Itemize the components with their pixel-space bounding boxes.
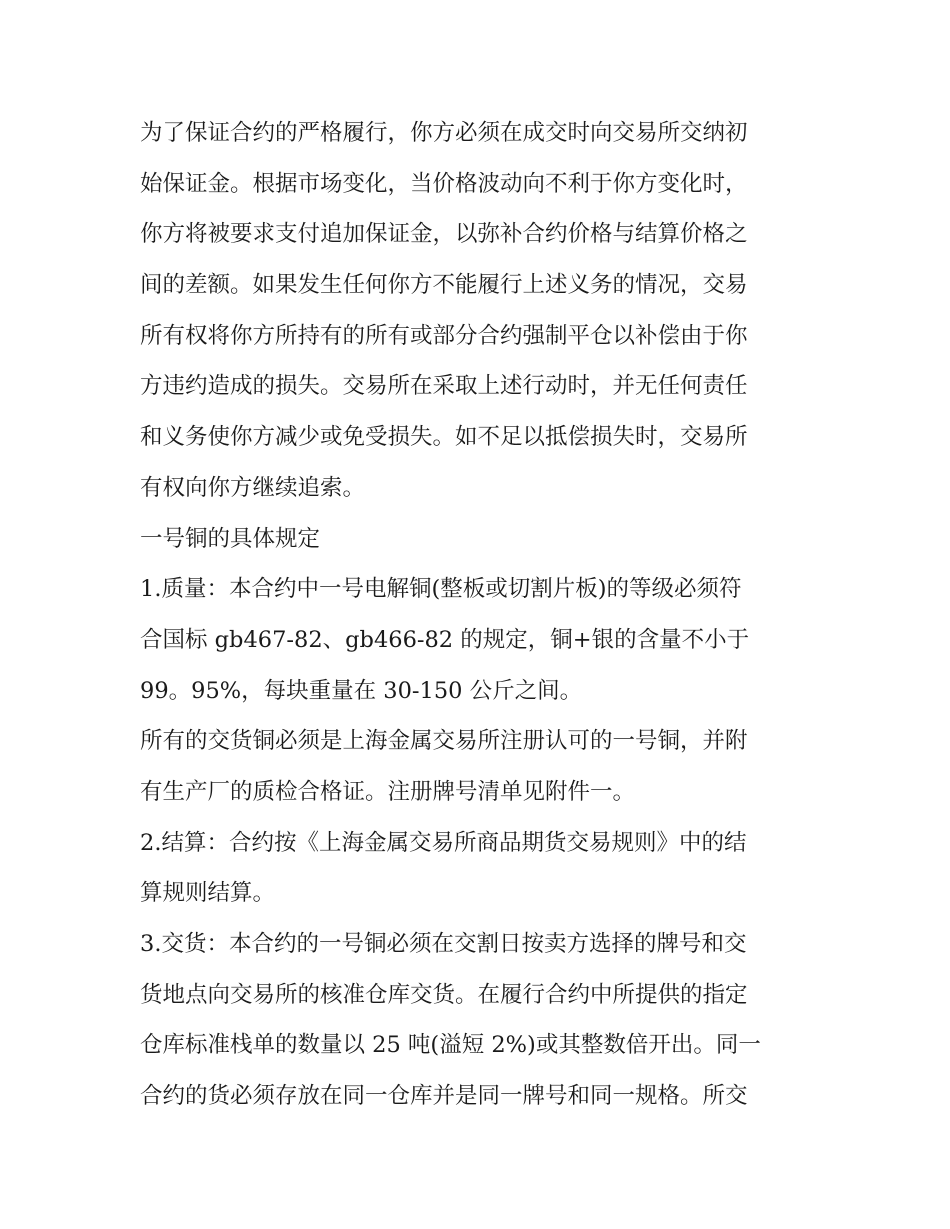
text-line: 3.交货：本合约的一号铜必须在交割日按卖方选择的牌号和交 xyxy=(140,931,747,957)
text-line: 和义务使你方减少或免受损失。如不足以抵偿损失时，交易所 xyxy=(140,424,748,451)
text-line: 2.结算：合约按《上海金属交易所商品期货交易规则》中的结 xyxy=(140,829,747,856)
text-line: 所有权将你方所持有的所有或部分合约强制平仓以补偿由于你 xyxy=(140,322,748,349)
text-line: 有生产厂的质检合格证。注册牌号清单见附件一。 xyxy=(140,778,636,805)
text-line: 始保证金。根据市场变化，当价格波动向不利于你方变化时， xyxy=(140,170,748,197)
text-line: 合国标 gb467-82、gb466-82 的规定，铜+银的含量不小于 xyxy=(140,626,750,653)
text-line: 99。95%，每块重量在 30-150 公斤之间。 xyxy=(140,677,583,704)
text-line: 方违约造成的损失。交易所在采取上述行动时，并无任何责任 xyxy=(140,373,748,400)
text-line: 1.质量：本合约中一号电解铜(整板或切割片板)的等级必须符 xyxy=(140,576,742,603)
text-line: 为了保证合约的严格履行，你方必须在成交时向交易所交纳初 xyxy=(140,120,748,146)
text-line: 合约的货必须存放在同一仓库并是同一牌号和同一规格。所交 xyxy=(140,1083,748,1110)
text-line: 仓库标准栈单的数量以 25 吨(溢短 2%)或其整数倍开出。同一 xyxy=(140,1032,761,1059)
text-line: 你方将被要求支付追加保证金，以弥补合约价格与结算价格之 xyxy=(140,221,748,248)
text-line: 间的差额。如果发生任何你方不能履行上述义务的情况，交易 xyxy=(140,272,748,299)
text-line: 所有的交货铜必须是上海金属交易所注册认可的一号铜，并附 xyxy=(140,728,748,755)
text-line: 有权向你方继续追索。 xyxy=(140,474,366,501)
document-body xyxy=(140,108,812,1122)
section-heading: 一号铜的具体规定 xyxy=(140,525,321,552)
text-line: 算规则结算。 xyxy=(140,880,276,907)
text-line: 货地点向交易所的核准仓库交货。在履行合约中所提供的指定 xyxy=(140,981,748,1008)
